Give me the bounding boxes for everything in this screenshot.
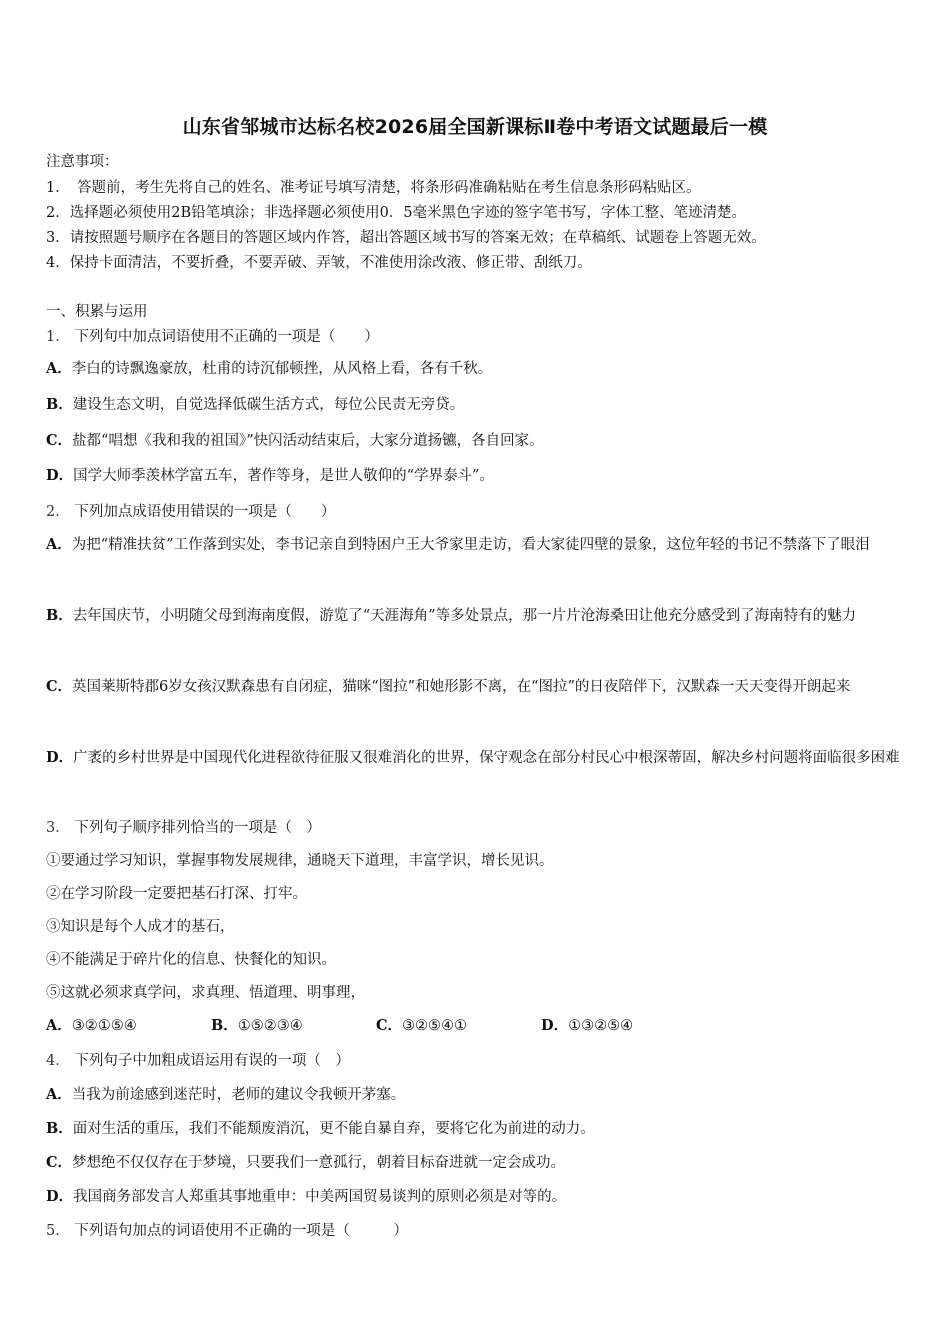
q3-sentence: ⑤这就必须求真学问，求真理、悟道理、明事理， (46, 985, 365, 1001)
option-text: 国学大师季羡林学富五车，著作等身，是世人敬仰的“学界泰斗”。 (73, 468, 494, 484)
option-label: B． (46, 607, 73, 624)
q4-option-a (46, 1085, 405, 1105)
option-text: 去年国庆节，小明随父母到海南度假，游览了“天涯海角”等多处景点，那一片片沧海桑田让他充分感受到了海南特有的魅力 (72, 608, 857, 624)
option-label: B． (46, 1120, 73, 1137)
option-label: D． (541, 1017, 569, 1034)
option-text: 盐都“唱想《我和我的祖国》”快闪活动结束后，大家分道扬镳，各自回家。 (72, 433, 544, 449)
option-label: B． (211, 1017, 238, 1034)
q3-options (46, 1016, 706, 1036)
q4-option-c (46, 1153, 565, 1173)
question-1-stem (46, 327, 379, 347)
question-number: 1． (46, 329, 70, 345)
option-label: D． (46, 467, 74, 484)
q3-sentence: ③知识是每个人成才的基石， (46, 919, 235, 935)
option-text: ①③②⑤④ (568, 1018, 634, 1034)
question-number: 5． (46, 1223, 70, 1239)
question-text: 下列语句加点的词语使用不正确的一项是（ ） (74, 1223, 408, 1239)
question-2-stem (46, 502, 335, 522)
question-3-stem (46, 818, 321, 838)
notice-item: 4．保持卡面清洁，不要折叠，不要弄破、弄皱，不准使用涂改液、修正带、刮纸刀。 (46, 255, 592, 271)
option-text: 建设生态文明，自觉选择低碳生活方式，每位公民责无旁贷。 (72, 397, 465, 413)
option-label: D． (46, 749, 74, 766)
option-text: ③②⑤④① (402, 1018, 468, 1034)
option-label: C． (46, 1154, 73, 1171)
option-label: B． (46, 396, 73, 413)
question-text: 下列句中加点词语使用不正确的一项是（ ） (74, 329, 379, 345)
option-text: 为把“精准扶贫”工作落到实处，李书记亲自到特困户王大爷家里走访，看大家徒四壁的景象，这位年轻的书记不禁落下了眼泪 (71, 537, 870, 553)
question-4-stem (46, 1051, 350, 1071)
q1-option-c (46, 431, 544, 451)
q1-option-a (46, 359, 492, 379)
section-heading: 一、积累与运用 (46, 304, 148, 320)
q3-sentence: ④不能满足于碎片化的信息、快餐化的知识。 (46, 952, 336, 968)
q3-option-b (211, 1016, 376, 1036)
option-text: 英国莱斯特郡6岁女孩汉默森患有自闭症，猫咪“图拉”和她形影不离，在“图拉”的日夜陪伴下，汉默森一天天变得开朗起来 (72, 679, 851, 695)
option-label: C． (376, 1017, 403, 1034)
page-title: 山东省邹城市达标名校2026届全国新课标Ⅱ卷中考语文试题最后一模 (182, 116, 768, 138)
q1-option-b (46, 395, 464, 415)
question-number: 3． (46, 820, 70, 836)
q3-option-a (46, 1016, 211, 1036)
question-5-stem (46, 1221, 408, 1241)
q3-option-c (376, 1016, 541, 1036)
q2-option-a (46, 527, 902, 563)
option-label: A． (46, 536, 72, 553)
option-label: C． (46, 432, 73, 449)
option-label: A． (46, 360, 72, 377)
option-text: 李白的诗飘逸豪放，杜甫的诗沉郁顿挫，从风格上看，各有千秋。 (71, 361, 493, 377)
notice-heading: 注意事项： (46, 154, 119, 170)
q2-option-d (46, 740, 902, 776)
question-text: 下列句子顺序排列恰当的一项是（ ） (74, 820, 321, 836)
question-number: 4． (46, 1053, 70, 1069)
option-label: A． (46, 1017, 72, 1034)
option-text: ③②①⑤④ (71, 1018, 137, 1034)
option-label: C． (46, 678, 73, 695)
q3-sentence: ①要通过学习知识，掌握事物发展规律，通晓天下道理，丰富学识，增长见识。 (46, 853, 554, 869)
option-label: A． (46, 1086, 72, 1103)
q2-option-b (46, 598, 902, 634)
notice-item: 1． 答题前，考生先将自己的姓名、准考证号填写清楚，将条形码准确粘贴在考生信息条形码粘贴区。 (46, 180, 701, 196)
question-number: 2． (46, 504, 70, 520)
q3-sentence: ②在学习阶段一定要把基石打深、打牢。 (46, 886, 307, 902)
option-text: 我国商务部发言人郑重其事地重申：中美两国贸易谈判的原则必须是对等的。 (73, 1189, 567, 1205)
q3-option-d (541, 1016, 706, 1036)
option-text: ①⑤②③④ (237, 1018, 303, 1034)
question-text: 下列加点成语使用错误的一项是（ ） (74, 504, 336, 520)
option-text: 面对生活的重压，我们不能颓废消沉，更不能自暴自弃，要将它化为前进的动力。 (72, 1121, 595, 1137)
option-text: 广袤的乡村世界是中国现代化进程欲待征服又很难消化的世界，保守观念在部分村民心中根深蒂固，解决乡村问题将面临很多困难 (73, 750, 900, 766)
q4-option-b (46, 1119, 595, 1139)
q1-option-d (46, 466, 494, 486)
option-text: 梦想绝不仅仅存在于梦境，只要我们一意孤行，朝着目标奋进就一定会成功。 (72, 1155, 566, 1171)
question-text: 下列句子中加粗成语运用有误的一项（ ） (74, 1053, 350, 1069)
notice-item: 2．选择题必须使用2B铅笔填涂；非选择题必须使用0．5毫米黑色字迹的签字笔书写，字体工整、笔迹清楚。 (46, 205, 747, 221)
option-text: 当我为前途感到迷茫时，老师的建议令我顿开茅塞。 (71, 1087, 406, 1103)
notice-item: 3．请按照题号顺序在各题目的答题区域内作答，超出答题区域书写的答案无效；在草稿纸、试题卷上答题无效。 (46, 230, 766, 246)
q2-option-c (46, 669, 902, 705)
q4-option-d (46, 1187, 566, 1207)
option-label: D． (46, 1188, 74, 1205)
